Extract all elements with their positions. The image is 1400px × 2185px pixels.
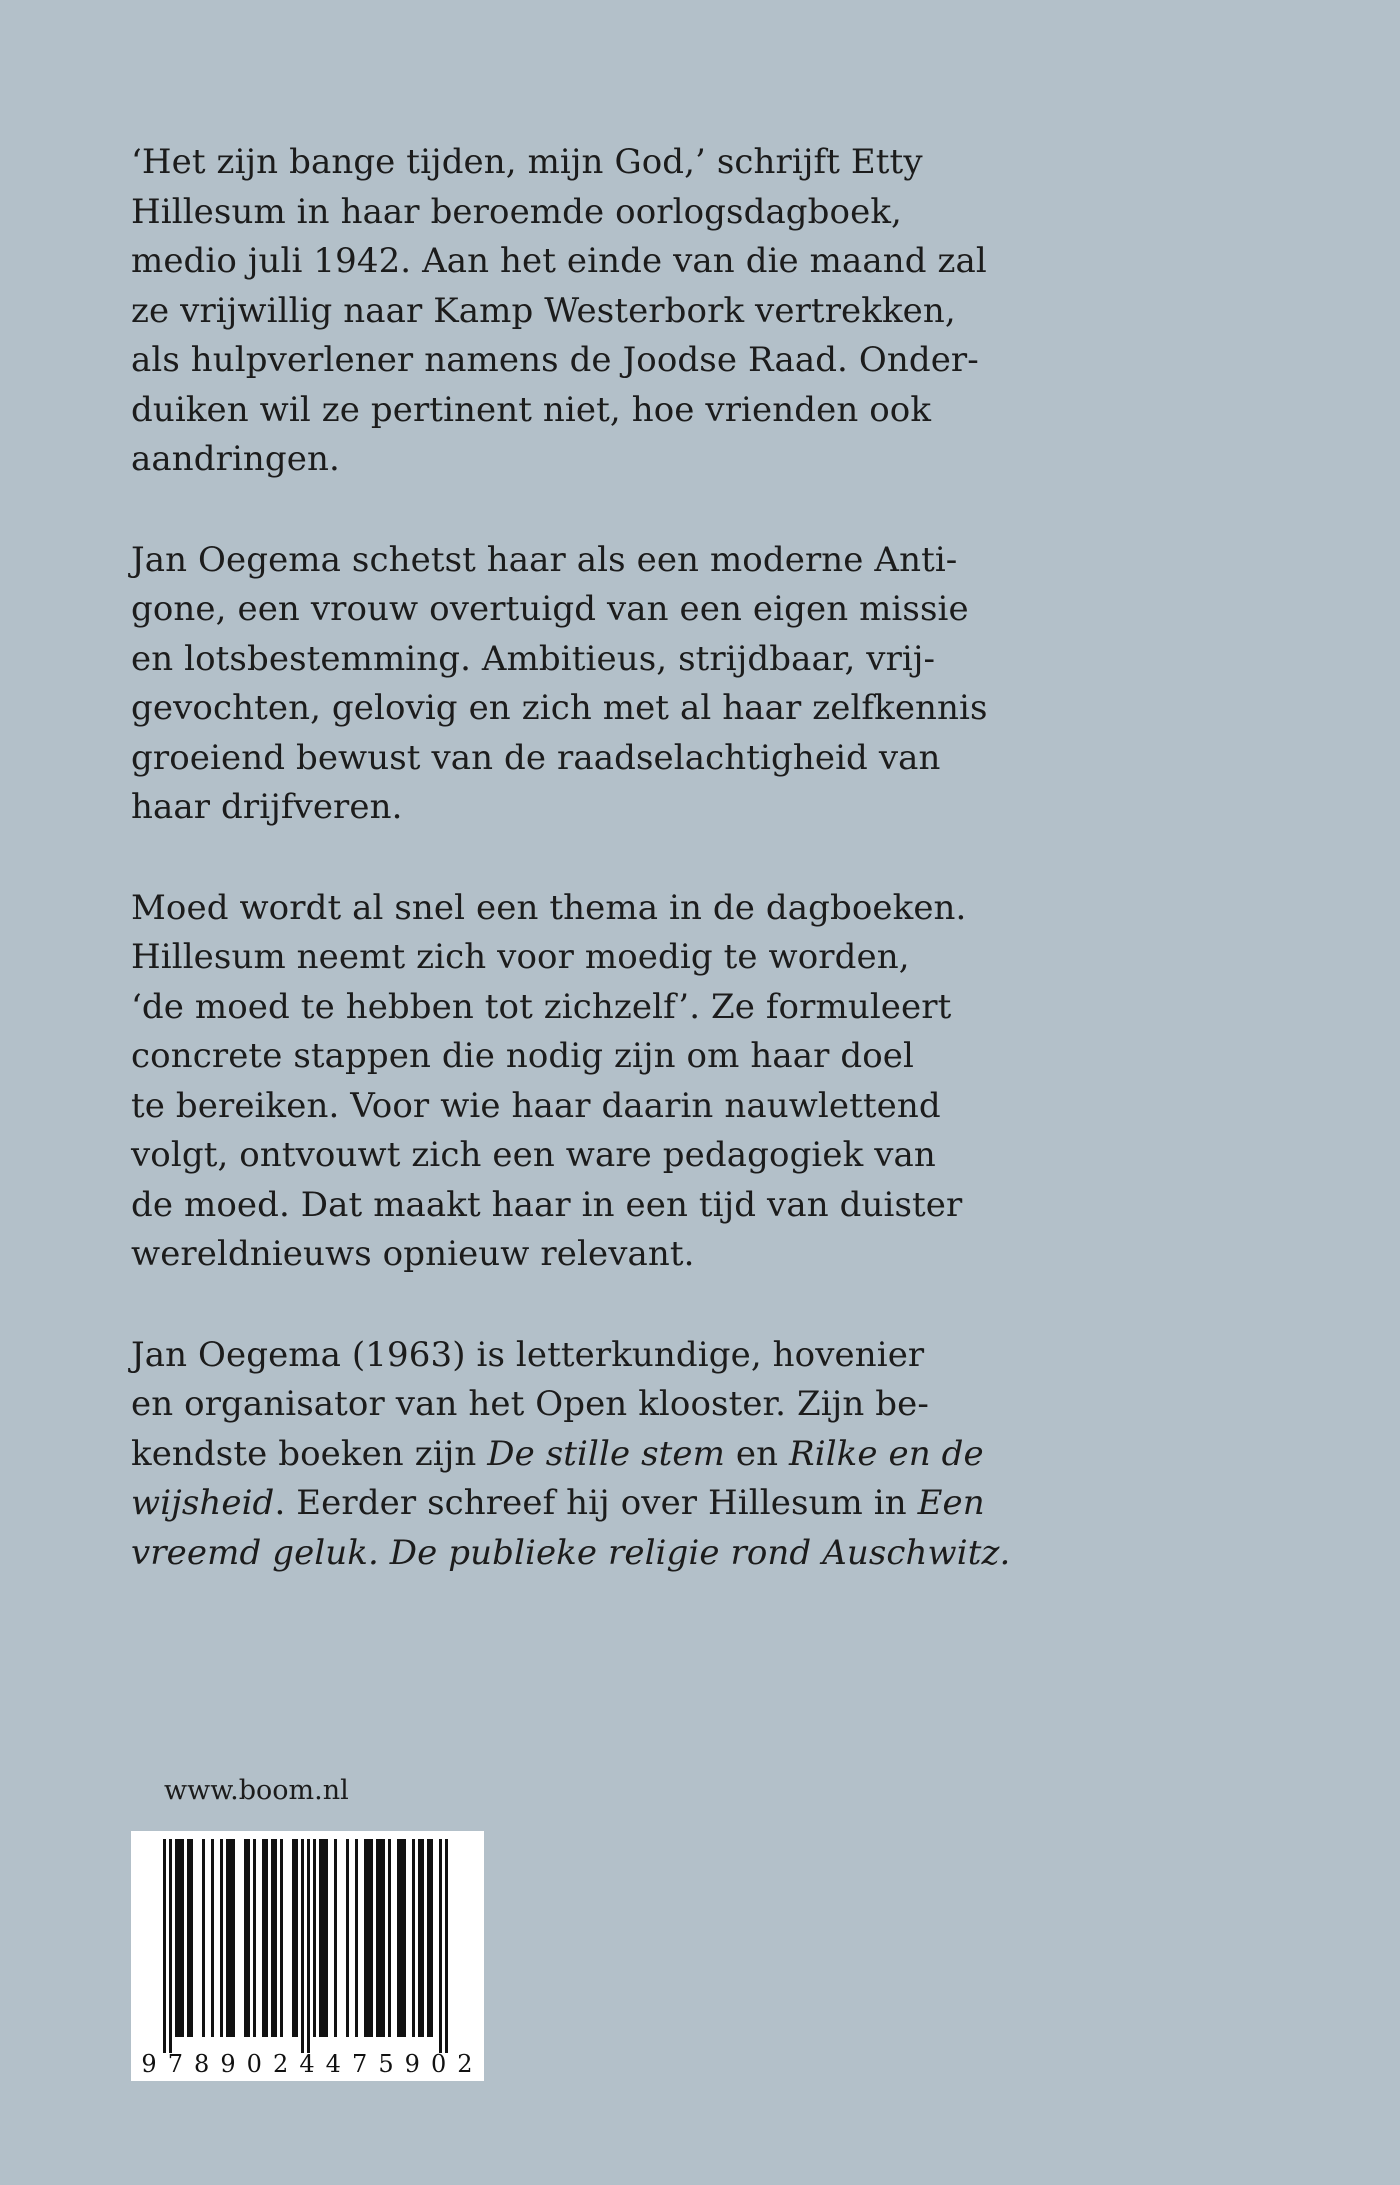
isbn-digit: 0 [430, 2050, 447, 2078]
text-line: Hillesum in haar beroemde oorlogsdagboek, [131, 191, 902, 232]
barcode-bar [427, 1839, 433, 2037]
text-line: duiken wil ze pertinent niet, hoe vrienden ook [131, 389, 932, 430]
isbn-digit: 4 [325, 2050, 341, 2078]
isbn-digit: 7 [351, 2050, 368, 2078]
text-line: en lotsbestemming. Ambitieus, strijdbaar, vrij- [131, 638, 936, 679]
barcode-bar [355, 1839, 358, 2037]
barcode-guard-bar [169, 1839, 172, 2053]
isbn-digit: 0 [246, 2050, 262, 2078]
barcode-bar [334, 1839, 337, 2037]
barcode-bar [280, 1839, 283, 2037]
paragraph-author-bio [131, 1331, 1011, 1579]
barcode-bar [418, 1839, 424, 2037]
barcode-bar [175, 1839, 184, 2037]
isbn-digit: 8 [194, 2050, 210, 2078]
text-line: ze vrijwillig naar Kamp Westerbork vertrekken, [131, 290, 956, 331]
barcode-bar [397, 1839, 406, 2037]
publisher-website[interactable]: www.boom.nl [164, 1775, 349, 1806]
barcode-guard-bar [445, 1839, 448, 2053]
book-title: Rilke en de [789, 1433, 984, 1474]
text-line: de moed. Dat maakt haar in een tijd van duister [131, 1184, 963, 1225]
barcode-bar [211, 1839, 214, 2037]
barcode-bar [226, 1839, 235, 2037]
barcode-bar [292, 1839, 298, 2037]
text-line: haar drijfveren. [131, 787, 403, 827]
isbn-digit: 9 [220, 2050, 236, 2078]
isbn-digit: 9 [404, 2050, 420, 2078]
text-line: medio juli 1942. Aan het einde van die maand zal [131, 241, 987, 281]
barcode-bar [253, 1839, 256, 2037]
text-line: groeiend bewust van de raadselachtigheid van [131, 737, 941, 778]
text-line: Moed wordt al snel een thema in de dagboeken. [131, 887, 967, 928]
barcode-bar [388, 1839, 391, 2037]
barcode-bar [187, 1839, 193, 2037]
text-line: ‘Het zijn bange tijden, mijn God,’ schrijft Etty [131, 142, 923, 182]
text-line: wereldnieuws opnieuw relevant. [131, 1234, 695, 1274]
text-line: te bereiken. Voor wie haar daarin nauwlettend [131, 1085, 941, 1126]
text-line: Jan Oegema (1963) is letterkundige, hovenier [131, 1334, 925, 1375]
barcode-guard-bar [439, 1839, 442, 2053]
text-run: kendste boeken zijn [131, 1433, 488, 1474]
barcode-bar [220, 1839, 223, 2037]
text-line: en organisator van het Open klooster. Zijn be- [131, 1384, 929, 1424]
barcode-guard-bar [163, 1839, 166, 2053]
isbn-digit: 2 [273, 2050, 289, 2078]
paragraph-intro [131, 138, 991, 485]
book-title: De stille stem [487, 1433, 725, 1474]
book-title: wijsheid [131, 1483, 275, 1523]
barcode-bar [376, 1839, 385, 2037]
barcode-bar [364, 1839, 373, 2037]
text-line: gone, een vrouw overtuigd van een eigen missie [131, 589, 969, 629]
barcode-bar [202, 1839, 205, 2037]
text-line: aandringen. [131, 439, 340, 479]
barcode-bar [412, 1839, 415, 2037]
barcode-bar [319, 1839, 328, 2037]
text-line: Jan Oegema schetst haar als een moderne Anti- [131, 539, 958, 580]
isbn-digit: 5 [378, 2050, 394, 2078]
text-run: en [724, 1433, 790, 1474]
barcode-bar [262, 1839, 268, 2037]
text-line: als hulpverlener namens de Joodse Raad. Onder- [131, 340, 979, 380]
barcode-bar [271, 1839, 277, 2037]
isbn-digits [137, 2051, 477, 2077]
isbn-barcode [131, 1831, 484, 2081]
barcode-bars [131, 1831, 484, 2081]
barcode-guard-bar [307, 1839, 310, 2053]
isbn-digit: 7 [167, 2050, 183, 2078]
isbn-digit: 2 [457, 2050, 473, 2078]
text-line [131, 1479, 991, 1529]
text-line: ‘de moed te hebben tot zichzelf’. Ze formuleert [131, 986, 952, 1027]
blurb-text [131, 138, 1011, 1629]
text-line: Hillesum neemt zich voor moedig te worden, [131, 937, 910, 977]
isbn-digit: 9 [141, 2050, 157, 2078]
text-run: . Eerder schreef hij over Hillesum in [274, 1483, 918, 1523]
text-line: gevochten, gelovig en zich met al haar zelfkennis [131, 688, 988, 728]
barcode-bar [313, 1839, 316, 2037]
barcode-bar [346, 1839, 349, 2037]
paragraph-portrait [131, 536, 991, 833]
barcode-guard-bar [301, 1839, 304, 2053]
text-line: concrete stappen die nodig zijn om haar doel [131, 1036, 914, 1076]
isbn-digit: 4 [299, 2050, 315, 2078]
book-title: Een [917, 1483, 985, 1523]
paragraph-courage [131, 884, 991, 1280]
text-line [131, 1430, 991, 1480]
text-line: volgt, ontvouwt zich een ware pedagogiek van [131, 1135, 936, 1175]
barcode-bar [244, 1839, 250, 2037]
book-title: vreemd geluk. De publieke religie rond Auschwitz. [131, 1532, 1011, 1573]
text-line [131, 1529, 1011, 1579]
